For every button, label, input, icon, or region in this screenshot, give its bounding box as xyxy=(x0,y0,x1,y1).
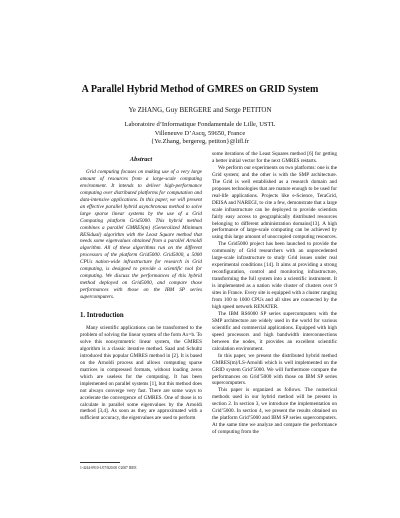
copyright-footnote: 1-4244-0910-1/07/$20.00 ©2007 IEEE xyxy=(80,466,137,470)
abstract-text xyxy=(80,169,202,301)
affiliation-line: Villeneuve D’Ascq, 59650, France xyxy=(154,129,246,137)
body-paragraph: some iterations of the Least Squares method [6] for getting a better initial vector for the next GMRES restarts. xyxy=(212,151,337,164)
body-paragraph: The IBM RS6000 SP series supercomputers with the SMP architecture are widely used in the world for various scientific and commercial applications. Equipped with high speed processors and high bandwidth interconnections between the nodes, it provides an excellent scientific calculation environment. xyxy=(212,310,337,352)
right-column xyxy=(212,151,337,436)
paper-title: A Parallel Hybrid Method of GMRES on GRID System xyxy=(81,84,319,95)
body-paragraph: The Grid5000 project has been launched to provide the community of Grid researchers with an unprecedented large-scale infrastructure to study Grid issues under real experimental conditions [14]. It aims at providing a strong reconfiguration, control and monitoring infrastructure, transforming the full system into a scientific instrument. It is implemented as a nation wide cluster of clusters over 9 sites in France. Every site is equipped with a cluster ranging from 100 to 1000 CPUs and all sites are connected by the high speed network RENATER. xyxy=(212,241,337,310)
left-column xyxy=(80,151,202,422)
abstract-paragraph: Grid computing focuses on making use of a very large amount of resources from a large-scale computing environment. It intends to deliver high-performance computing over distributed platforms for computation and data-intensive applications. In this paper, we will present an effective parallel hybrid asynchronous method to solve large sparse linear systems by the use of a Grid Computing platform Grid5000. This hybrid method combines a parallel GMRES(m) (Generalized Minimum RESidual) algorithm with the Least Square method that needs some eigenvalues obtained from a parallel Arnoldi algorithm. All of these algorithms run on the different processors of the platform Grid5000. Grid5000, a 5000 CPUs nation-wide infrastructure for research in Grid computing, is designed to provide a scientific tool for computing. We discuss the performances of this hybrid method deployed on Grid5000, and compare those performances with those on the IBM SP series supercomputers. xyxy=(80,168,202,301)
body-paragraph: This paper is organized as follows. The numerical methods used in our hybrid method will be present in section 2. In section 3, we introduce the implementation on Grid’5000. In section 4, we present the results obtained on the platform Grid’5000 and IBM SP series supercomputers. At the same time we analyze and compare the performance of computing from the xyxy=(212,387,337,436)
paper-authors: Ye ZHANG, Guy BERGERE and Serge PETITON xyxy=(128,106,272,114)
footnote-divider xyxy=(80,462,120,463)
abstract-heading: Abstract xyxy=(129,156,153,163)
introduction-text xyxy=(80,325,202,422)
affiliation-line: Laboratoire d’Informatique Fondamentale de Lille, USTL xyxy=(124,121,276,128)
body-paragraph: Many scientific applications can be transformed to the problem of solving the linear system of the form Ax=b. To solve this nonsymmetric linear system, the GMRES algorithm is a classic iterative method. Saad and Schultz introduced this popular GMRES method in [2]. It is based on the Arnoldi process and allows computing sparse matrices in compressed formats, without loading zeros which are useless for the computing. It has been implemented on parallel systems [1], but this method does not always converge very fast. There are some ways to accelerate the convergence of GMRES. One of those is to calculate in parallel some eigenvalues by the Arnoldi method [3,4]. As soon as they are approximated with a sufficient accuracy, the eigenvalues are used to perform xyxy=(80,325,202,422)
section-heading-introduction: 1. Introduction xyxy=(80,312,124,320)
body-paragraph: We perform our experiments on two platforms: one is the Grid system; and the other is with the SMP architecture. The Grid is well established as a research domain and proposes technologies that are mature enough to be used for real-life applications. Projects like e-Science, TeraGrid, DEISA and NAREGI, to cite a few, demonstrate that a large scale infrastructure can be deployed to provide scientists fairly easy access to geographically distributed resources belonging to different administration domains[13]. A high performance of large-scale computing can be achieved by using this large amount of unoccupied computing resources. xyxy=(212,164,338,241)
affiliation-email: {Ye.Zhang, bergereg, petiton}@lifl.fr xyxy=(150,138,250,146)
body-paragraph: In this paper, we present the distributed hybrid method GMRES(m)/LS-Arnoldi which is well implemented on the GRID system Grid’5000. We will furthermore compare the performances on Grid’5000 with those on IBM SP series supercomputers. xyxy=(212,352,337,387)
affiliation-block xyxy=(0,121,400,147)
